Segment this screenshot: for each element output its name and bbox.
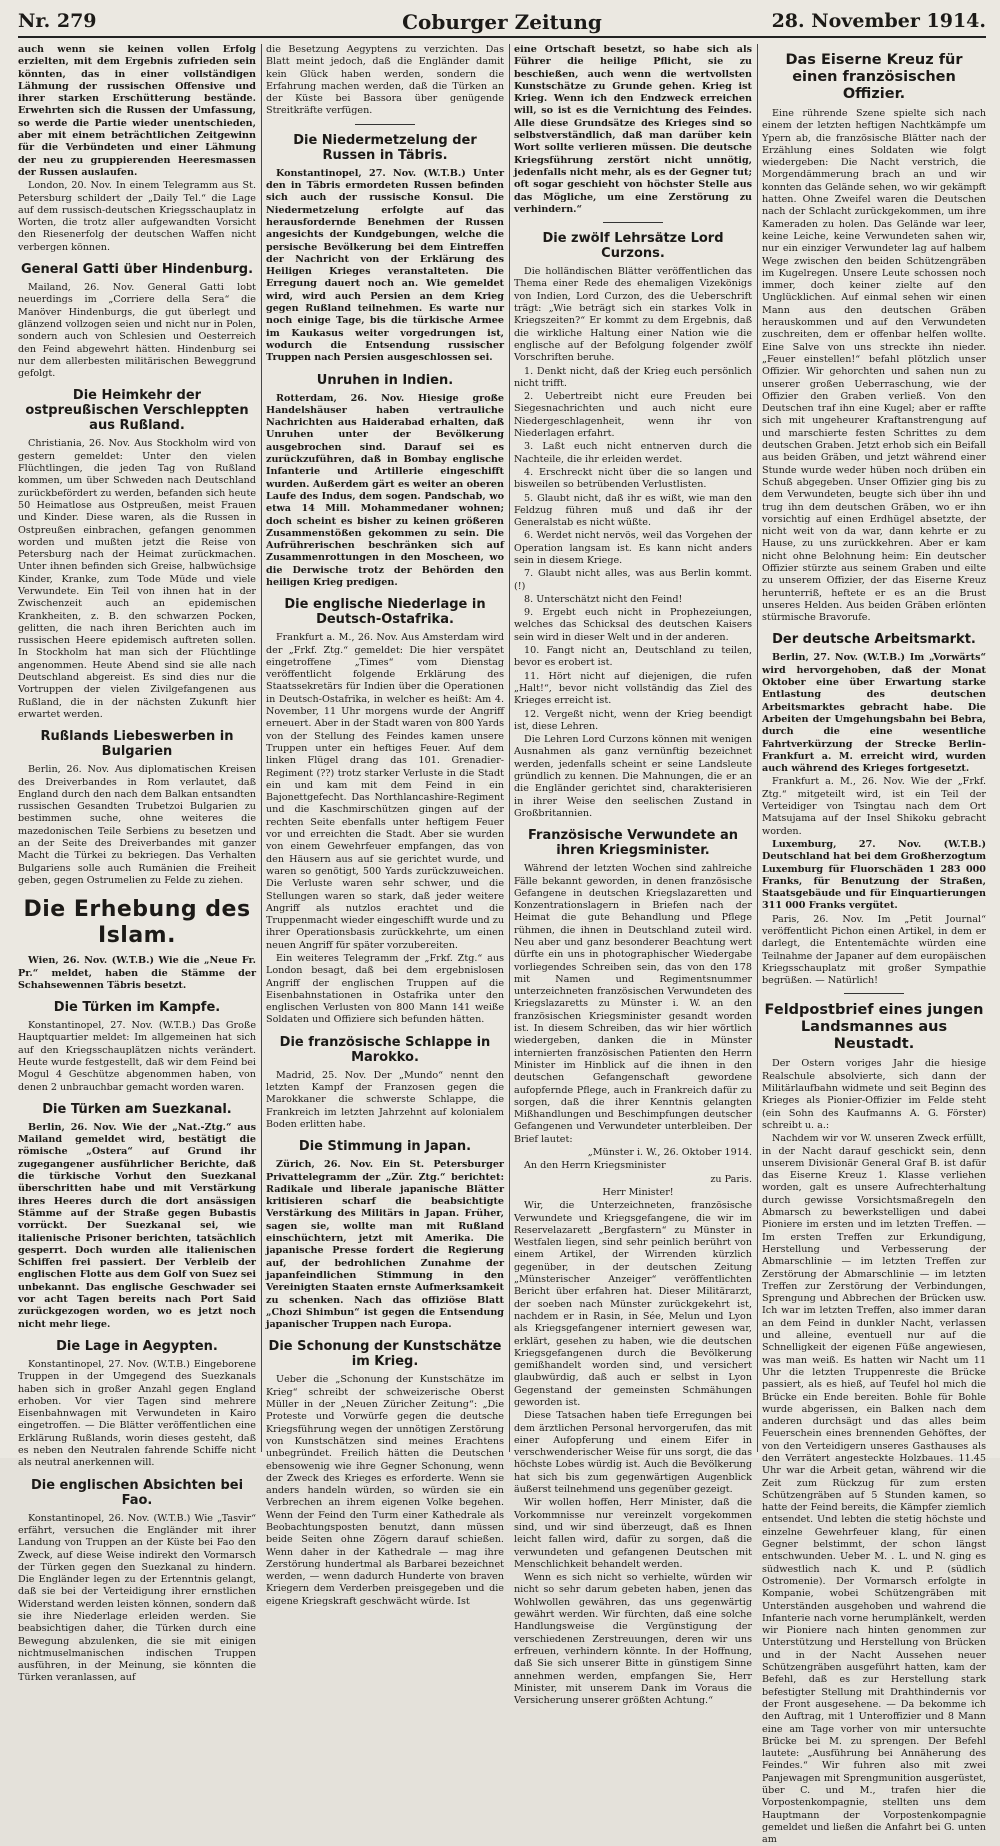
article-paragraph: Berlin, 26. Nov. Wie der „Nat.-Ztg.“ aus Mailand gemeldet wird, bestätigt die römische „Ostera“ auf Grund ihr zugegangener ausführlicher Berichte, daß die türkische Vorhut den Suezkanal überschritten habe und mit Verstärkung ihres Heeres durch die dort ansässigen Stämme auf der Straße gegen Bubastis vorrückt. Der Suezkanal sei, wie italienische Prisoner berichten, tatsächlich gesperrt. Doch wurden alle italienischen Schiffen frei passiert. Der Verbleib der englischen Flotte aus dem Golf von Suez sei unbekannt. Das englische Geschwader sei vor acht Tagen bereits nach Port Said zurückgezogen worden, wo es jetzt noch nicht mehr liege. — [18, 1121, 256, 1330]
list-item: 10. Fangt nicht an, Deutschland zu teilen, bevor es erobert ist. — [514, 645, 752, 669]
article-paragraph: Die holländischen Blätter veröffentlichen das Thema einer Rede des ehemaligen Vizekönigs von Indien, Lord Curzon, des die Ueberschrift trägt: „Wie beträgt sich ein starkes Volk in Kriegszeiten?“ Er kommt zu dem Ergebnis, daß die wirkliche Haltung einer Nation wie die englische auf der Befolgung folgender zwölf Vorschriften beruhe. — [514, 266, 752, 364]
article-paragraph: die Besetzung Aegyptens zu verzichten. Das Blatt meint jedoch, daß die Engländer damit kein Glück haben werden, sondern die Erfahrung machen werden, daß die Türken an der Küste bei Bassora über genügende Streitkräfte verfügen. — [266, 44, 504, 117]
article-paragraph: Ein weiteres Telegramm der „Frkf. Ztg.“ aus London besagt, daß bei dem ergebnislosen Angriff der englischen Truppen auf die Eisenbahnstationen in Ostafrika unter den englischen Verlusten von 800 Mann 141 weiße Soldaten und Offiziere sich befunden hätten. — [266, 953, 504, 1026]
headline: Die Türken am Suezkanal. — [42, 1101, 232, 1117]
article-paragraph: Konstantinopel, 27. Nov. (W.T.B.) Eingeborene Truppen in der Umgegend des Suezkanals haben sich in großer Anzahl gegen England erhoben. Vor vier Tagen sind mehrere Eisenbahnwagen mit Verwundeten in Kairo eingetroffen. — Die Blätter veröffentlichen eine Erklärung Rußlands, worin dieses gesteht, daß es neben den Neutralen fahrende Schiffe nicht als neutral anerkennen will. — [18, 1358, 256, 1469]
article-paragraph: Frankfurt a. M., 26. Nov. Wie der „Frkf. Ztg.“ mitgeteilt wird, ist ein Teil der Verteidiger von Tsingtau nach dem Ort Matsujama auf der Insel Shikoku gebracht worden. — [762, 776, 986, 837]
headline: Feldpostbrief eines jungen Landsmannes aus Neustadt. — [764, 1002, 984, 1053]
article-paragraph: Rotterdam, 26. Nov. Hiesige große Handelshäuser haben vertrauliche Nachrichten aus Haiderabad erhalten, daß Unruhen unter der Bevölkerung ausgebrochen sind. Darauf sei es zurückzuführen, daß in Bombay englische Infanterie und Artillerie eingeschifft wurden. Außerdem gärt es weiter an oberen Laufe des Indus, dem sogen. Pandschab, wo etwa 14 Mill. Mohammedaner wohnen; doch scheint es bisher zu keinen größeren Zusammenstößen gekommen zu sein. Die Aufrührerischen beschränken sich auf Zusammenrottungen in den Moscheen, wo die Derwische trotz der Behörden den heiligen Krieg predigen. — [266, 392, 504, 588]
article-paragraph: Wenn es sich nicht so verhielte, würden wir nicht so sehr darum gebeten haben, jenen das Wohlwollen gewähren, das uns gegenwärtig gewährt werden. Wir fürchten, daß eine solche Handlungsweise die Vergünstigung der verschiedenen Zerstreuungen, deren wir uns erfreuen, verhindern könnte. In der Hoffnung, daß Sie sich unserer Bitte in günstigem Sinne annehmen werden, empfangen Sie, Herr Minister, mit unserem Dank im Voraus die Versicherung unserer größten Achtung.“ — [514, 1572, 752, 1707]
article-paragraph: Wir wollen hoffen, Herr Minister, daß die Vorkommnisse nur vereinzelt vorgekommen sind, und wir sind überzeugt, daß es Ihnen leicht fallen wird, dafür zu sorgen, daß die verwundeten und gefangenen Deutschen mit Menschlichkeit behandelt werden. — [514, 1497, 752, 1570]
article-paragraph: Der Ostern voriges Jahr die hiesige Realschule absolvierte, sich dann der Militärlaufbahn widmete und seit Beginn des Krieges als Pionier-Offizier im Felde steht (ein Sohn des Kaufmanns A. G. Förster) schreibt u. a.: — [762, 1058, 986, 1131]
divider — [355, 124, 415, 125]
list-item: 9. Ergebt euch nicht in Prophezeiungen, welches das Schicksal des deutschen Kaisers sein wird in dieser Welt und in der anderen. — [514, 607, 752, 643]
column-rule — [509, 44, 510, 1452]
headline: Die Stimmung in Japan. — [298, 1139, 472, 1155]
article-paragraph: Christiania, 26. Nov. Aus Stockholm wird von gestern gemeldet: Unter den vielen Flüchtlingen, die jeden Tag von Rußland kommen, um über Schweden nach Deutschland zurückbefördert zu werden, befanden sich heute 50 Heimatlose aus Ostpreußen, meist Frauen und Kinder. Diese waren, als die Russen in Ostpreußen einbrachen, gefangen genommen worden und mußten jetzt die Reise von Petersburg nach der Heimat zurückmachen. Unter ihnen befinden sich Greise, halbwüchsige Kinder, Kranke, zum Tode Müde und viele Verwundete. Ein Teil von ihnen hat in der Zwischenzeit auch an epidemischen Krankheiten, z. B. den schwarzen Pocken, gelitten, die nach ihren Berichten auch im russischen Heere epidemisch auftreten sollen. In Stockholm hat man sich der Flüchtlinge angenommen. Heute Abend sind sie alle nach Deutschland abgereist. Es sind dies nur die Vortruppen der vielen Zivilgefangenen aus Rußland, die in der nächsten Zukunft hier erwartet werden. — [18, 438, 256, 720]
headline: Die Niedermetzelung der Russen in Täbris. — [293, 132, 477, 163]
column-3 — [514, 44, 752, 1707]
article-paragraph: London, 20. Nov. In einem Telegramm aus St. Petersburg schildert der „Daily Tel.“ die Lage auf dem russisch-deutschen Kriegsschauplatz in Worten, die trotz aller aufgewandten Vorsicht den Riesenerfolg der deutschen Waffen nicht verbergen können. — [18, 180, 256, 253]
headline: Die französische Schlappe in Marokko. — [279, 1034, 491, 1065]
headline: Die Lage in Aegypten. — [56, 1338, 218, 1354]
headline: Das Eiserne Kreuz für einen französischen Offizier. — [785, 52, 963, 102]
article-paragraph: Paris, 26. Nov. Im „Petit Journal“ veröffentlicht Pichon einen Artikel, in dem er darlegt, die Ententemächte würden eine Teilnahme der Japaner auf dem europäischen Kriegsschauplatz mit großer Sympathie begrüßen. — Natürlich! — [762, 913, 986, 987]
article-paragraph: Luxemburg, 27. Nov. (W.T.B.) Deutschland hat bei dem Großherzogtum Luxemburg für Fluorschäden 1 283 000 Franks, für Benutzung der Straßen, Staatsgebäude und für Einquartierungen 311 000 Franks vergütet. — [762, 838, 986, 912]
column-2 — [266, 44, 505, 1607]
column-4 — [762, 44, 986, 1846]
list-item: 7. Glaubt nicht alles, was aus Berlin kommt. (!) — [514, 568, 752, 592]
article-paragraph: Eine rührende Szene spielte sich nach einem der letzten heftigen Nachtkämpfe um Ypern ab, die französische Blätter nach der Erzählung eines Soldaten wie folgt wiedergeben: Die Nacht verstrich, die Morgendämmerung brach an und wir konnten das Gelände sehen, wo wir gekämpft hatten. Ohne Zweifel waren die Deutschen nach der Schlacht zurückgekommen, um ihre Kameraden zu holen. Das Gelände war leer, keine Leiche, keine Verwundeten sahen wir, nur ein einziger Verwundeter lag auf halbem Wege zwischen den beiden Schützengräben im Kugelregen. Unsere Leute schossen noch immer, doch keiner zielte auf den Unglücklichen. Auf einmal sehen wir einen Mann aus den deutschen Gräben herauskommen und auf den Verwundeten zuschreiten, dem er offenbar helfen wollte. Eine Salve von uns streckte ihn nieder. „Feuer einstellen!“ befahl plötzlich unser Offizier. Wir gehorchten und sahen nun zu unserer großen Ueberraschung, wie der Offizier den Graben verließ. Von den Deutschen traf ihn eine Kugel; aber er raffte sich mit ungeheurer Kraftanstrengung auf und marschierte festen Schrittes zu dem deutschen Graben. Jetzt erhob sich ein Beifall aus beiden Gräben, und jetzt während einer Stunde wurde weder hüben noch drüben ein Schuß abgegeben. Unser Offizier ging bis zu dem Verwundeten, beugte sich über ihn und trug ihn dem deutschen Gräben, wo er ihn vorsichtig auf einen Erdhügel absetzte, der nicht weit von da war, dann kehrte er zu Hause, zu uns zurückkehren. Aber er kam nicht ohne Belohnung heim: Ein deutscher Offizier stürzte aus seinem Graben und eilte zu unserem Offizier, der das Eiserne Kreuz herunterriß, heftete er es an die Brust unseres Helden. Aus beiden Gräben erlönten stürmische Bravorufe. — [762, 108, 986, 624]
letter-place: zu Paris. — [710, 1173, 752, 1185]
headline: Die Schonung der Kunstschätze im Krieg. — [268, 1339, 502, 1370]
letter-salutation: Herr Minister! — [602, 1186, 674, 1198]
list-item: 2. Uebertreibt nicht eure Freuden bei Siegesnachrichten und auch nicht eure Niedergeschlagenheit, wenn ihr von Niederlagen erfahrt. — [514, 391, 752, 440]
headline: Unruhen in Indien. — [316, 372, 454, 388]
article-paragraph: eine Ortschaft besetzt, so habe sich als Führer die heilige Pflicht, sie zu beschießen, auch wenn die wertvollsten Kunstschätze zu Grunde gehen. Krieg ist Krieg. Wenn ich den Endzweck erreichen will, so ist es die Vernichtung des Feindes. Alle diese Grundsätze des Krieges sind so selbstverständlich, daß man darüber kein Wort sollte verlieren müssen. Die deutsche Kriegsführung zerstört nicht unnötig, jedenfalls nicht mehr, als es der Gegner tut; oft sogar geschieht von höchster Stelle aus das Mögliche, um eine Zerstörung zu verhindern.“ — [514, 44, 752, 215]
list-item: 4. Erschreckt nicht über die so langen und bisweilen so betrübenden Verlustlisten. — [514, 466, 752, 491]
issue-date: 28. November 1914. — [771, 10, 986, 32]
article-paragraph: Wien, 26. Nov. (W.T.B.) Wie die „Neue Fr. Pr.“ meldet, haben die Stämme der Schahsewennen Täbris besetzt. — [18, 955, 256, 991]
list-item: 11. Hört nicht auf diejenigen, die rufen „Halt!“, bevor nicht vollständig das Ziel des Krieges erreicht ist. — [514, 670, 752, 707]
list-item: 8. Unterschätzt nicht den Feind! — [524, 593, 683, 605]
headline: Rußlands Liebeswerben in Bulgarien — [40, 729, 234, 760]
headline: General Gatti über Hindenburg. — [20, 262, 254, 278]
letter-recipient: An den Herrn Kriegsminister — [524, 1160, 666, 1172]
article-paragraph: Konstantinopel, 26. Nov. (W.T.B.) Wie „Tasvir“ erfährt, versuchen die Engländer mit ihrer Landung von Truppen an der Küste bei Fao den Zweck, auf diese Weise indirekt den Vormarsch der Türken gegen den Suezkanal zu hindern. Die Engländer legen zu der Ertenntnis gelangt, daß sie bei der Verteidigung ihrer ernstlichen Widerstand werden leisten können, sondern daß sie ihre Niederlage erleiden werden. Sie beabsichtigen daher, die Türken durch eine Bewegung abzulenken, die sie mit einigen nichtmuselmanischen indischen Truppen ausführen, in der Meinung, sie könnten die Türken veranlassen, auf — [18, 1512, 256, 1684]
article-paragraph: Während der letzten Wochen sind zahlreiche Fälle bekannt geworden, in denen französische Gefangene in deutschen Kriegslazaretten und Konzentrationslagern in Briefen nach der Heimat die gute Behandlung und Pflege rühmen, die ihnen in Deutschland zuteil wird. Neu aber und ganz besonderer Beachtung wert dürfte ein uns in photographischer Wiedergabe vorliegendes Schreiben sein, das von den 178 mit Namen und Regimentsnummer unterzeichneten französischen Verwundeten des Kriegslazaretts zu Münster i. W. an den französischen Kriegsminister gesandt worden ist. In diesem Schreiben, das wir hier wörtlich wiedergeben, danken die in Münster internierten französischen Patienten den Herrn Minister im Hinblick auf die ihnen in den deutschen Gefangenschaft gewordene aufopfernde Pflege, auch in Frankreich dafür zu sorgen, daß die ihrer Kenntnis gelangten Mißhandlungen und Beschimpfungen deutscher Gefangenen und Verwundeter unterbleiben. Der Brief lautet: — [514, 863, 752, 1145]
issue-number: Nr. 279 — [18, 10, 97, 32]
main-headline: Die Erhebung des Islam. — [23, 897, 251, 949]
list-item: 1. Denkt nicht, daß der Krieg euch persönlich nicht trifft. — [514, 365, 752, 389]
divider — [603, 222, 663, 223]
column-1 — [18, 44, 256, 1684]
list-item: 5. Glaubt nicht, daß ihr es wißt, wie man den Feldzug führen muß und daß ihr der Generalstab es nicht wüßte. — [514, 492, 752, 529]
masthead — [18, 6, 986, 38]
newspaper-title: Coburger Zeitung — [402, 10, 602, 34]
article-paragraph: Diese Tatsachen haben tiefe Erregungen bei dem ärztlichen Personal hervorgerufen, das mit einer Aufopferung und einem Eifer in verschwenderischer Weise für uns sorgt, die das höchste Lobes würdig ist. Auch die Bevölkerung hat sich bis zum gegenwärtigen Augenblick äußerst teilnehmend uns gegenüber gezeigt. — [514, 1410, 752, 1496]
headline: Die englischen Absichten bei Fao. — [30, 1477, 244, 1508]
column-rule — [261, 44, 262, 1452]
article-paragraph: Konstantinopel, 27. Nov. (W.T.B.) Das Große Hauptquartier meldet: Im allgemeinen hat sich auf den Kriegsschauplätzen nichts verändert. Heute wurde festgestellt, daß wir dem Feind bei Mogul 4 Geschütze abgenommen haben, von denen 2 unbrauchbar gemacht worden waren. — [18, 1020, 256, 1093]
headline: Die englische Niederlage in Deutsch-Ostafrika. — [284, 597, 486, 628]
headline: Die zwölf Lehrsätze Lord Curzons. — [542, 231, 724, 262]
columns — [18, 44, 986, 1846]
article-paragraph: Frankfurt a. M., 26. Nov. Aus Amsterdam wird der „Frkf. Ztg.“ gemeldet: Die hier verspätet eingetroffene „Times“ vom Dienstag veröffentlicht folgende Erklärung des Staatssekretärs für Indien über die Operationen in Deutsch-Ostafrika, in welcher es heißt: Am 4. November, 11 Uhr morgens wurde der Angriff erneuert. Aber in der Stadt waren von 800 Yards von der Stellung des Feindes kamen unsere Truppen unter ein heftiges Feuer. Auf dem linken Flügel drang das 101. Grenadier-Regiment (??) trotz starker Verluste in die Stadt ein und kam mit dem Feind in ein Bajonettgefecht. Das Northlancashire-Regiment und die Kaschmirschützen gingen auf der rechten Seite ebenfalls unter heftigem Feuer vor und erreichten die Stadt. Aber sie wurden von einem Gewehrfeuer empfangen, das von den Häusern aus auf sie gerichtet wurde, und waren so genötigt, 500 Yards zurückzuweichen. Die Verluste waren sehr schwer, und die Stellungen waren so stark, daß jeder weitere Angriff als nutzlos erachtet und die Truppenmacht wieder eingeschifft wurde und zu ihrer Operationsbasis zurückkehrte, um einen neuen Angriff für später vorzubereiten. — [266, 632, 505, 951]
article-paragraph: Nachdem wir vor W. unseren Zweck erfüllt, in der Nacht darauf geschickt sein, denn unserem Divisionär General Graf B. ist dafür das Eiserne Kreuz 1. Klasse verliehen worden, galt es unsere Aufrechterhaltung durch gewisse Vorsichtsmaßregeln den Abmarsch zu bewerkstelligen und dabei Pioniere im ersten und im letzten Treffen. — Im ersten Treffen zur Erkundigung, Herstellung und Verbesserung der Abmarschlinie — im letzten Treffen zur Zerstörung der Abmarschlinie — im letzten Treffen zur Zerstörung der Verbindungen, Sprengung und Abbrechen der Brücken usw. Ich war im letzten Treffen, also immer daran an dem Feind in dunkler Nacht, verlassen und alleine, eventuell nur auf die Schnelligkeit der eigenen Füße angewiesen, was man weiß. Es hatten wir Nacht um 11 Uhr die letzten Truppenreste die Brücke passiert, als es hieß, auf Teufel hol mich die Brücke ein Ende bereiten. Bohle für Bohle wurde abgerissen, ein Balken nach dem anderen durchsägt und das alles beim Feuerschein eines brennenden Gehöftes, der von den Verteidigern unseres Gasthauses als den Verrätert angesteckte Holzbaues. 11.45 Uhr war die Arbeit getan, während wir die Zeit zum Rückzug für zum ersten Schützengräben auf 5 Stunden kamen, so hatte der Feind bereits, die Kämpfer ziemlich entsendet. Und lebten die stetig höchste und einzelne Gewehrfeuer klang, für einen Gegner belstimmt, der schon längst entschwunden. Ueber M. . L. und N. ging es südwestlich nach K. und P. (südlich Ostromenie). Der Vormarsch erfolgte in Kompanie, wobei Schützengräben mit Unterständen ausgehoben und wahrend die Infanterie nach vorne herumplänkelt, werden wir Pioniere nach hinten genommen zur Unterstützung und Herstellung von Brücken und in der Nacht Aussehen neuer Schützengräben ausgeführt hatten, kam der Befehl, daß es zur Herstellung stark befestigter Stellung mit Drahthindernis vor der Front ausgesehene. — Da bekomme ich den Auftrag, mit 1 Unteroffizier und 8 Mann eine am Tage vorher von mir untersuchte Brücke bei M. zu sprengen. Der Befehl lautete: „Ausführung bei Annäherung des Feindes.“ Wir fuhren also mit zwei Panjewagen mit Sprengmunition ausgerüstet, über C. und M., trafen hier die Vorpostenkompagnie, stellten uns dem Hauptmann der Vorpostenkompagnie gemeldet und ließen die Anfahrt bei G. unten am — [762, 1133, 986, 1846]
article-paragraph: Ueber die „Schonung der Kunstschätze im Krieg“ schreibt der schweizerische Oberst Müller in der „Neuen Züricher Zeitung“: „Die Proteste und Vorwürfe gegen die deutsche Kriegsführung wegen der unnötigen Zerstörung von Kunstschätzen sind meines Erachtens unbegründet. Freilich hätten die Deutschen ebensowenig wie ihre Gegner Schonung, wenn der Zweck des Krieges es erforderte. Wenn sie anders handeln würden, so würden sie ein Verbrechen an ihrem eigenen Volke begehen. Wenn der Feind den Turm einer Kathedrale als Beobachtungsposten benutzt, dann müssen beide Seiten ohne Zögern darauf schießen. Wenn daher in der Kathedrale — mag ihre Zerstörung hundertmal als Barbarei bezeichnet werden, — wenn dadurch Hunderte von braven Kriegern dem Verderben preisgegeben und die eigene Kriegskraft geschwächt würde. Ist — [266, 1374, 504, 1607]
list-item: 6. Werdet nicht nervös, weil das Vorgehen der Operation langsam ist. Es kann nicht anders sein in diesem Kriege. — [514, 530, 752, 566]
article-paragraph: Die Lehren Lord Curzons können mit wenigen Ausnahmen als ganz vernünftig bezeichnet werden, jedenfalls scheint er seine Landsleute gründlich zu kennen. Die Mahnungen, die er an die Engländer gerichtet sind, charakterisieren in ihrer Weise den seelischen Zustand in Großbritannien. — [514, 734, 752, 819]
article-paragraph: Mailand, 26. Nov. General Gatti lobt neuerdings im „Corriere della Sera“ die Manöver Hindenburgs, die gut überlegt und glänzend vollzogen seien und nicht nur in Polen, sondern auch von Schlesien und Oesterreich den Feind abgewehrt hätten. Hindenburg sei nur dem allerbesten militärischen Beweggrund gefolgt. — [18, 282, 256, 380]
headline: Die Türken im Kampfe. — [53, 1000, 221, 1016]
article-paragraph: Madrid, 25. Nov. Der „Mundo“ nennt den letzten Kampf der Franzosen gegen die Marokkaner die schwerste Schlappe, die Frankreich im letzten Jahrzehnt auf kolonialem Boden erlitten habe. — [266, 1069, 504, 1130]
article-paragraph: Konstantinopel, 27. Nov. (W.T.B.) Unter den in Täbris ermordeten Russen befinden sich auch der russische Konsul. Die Niedermetzelung erfolgte auf das herausfordernde Benehmen der Russen angesichts der Kundgebungen, welche die persische Bevölkerung bei dem Eintreffen der Nachricht von der Erklärung des Heiligen Krieges veranstalteten. Die Erregung dauert noch an. Wie gemeldet wird, wird auch Persien an dem Krieg gegen Rußland teilnehmen. Es warte nur noch einige Tage, bis die türkische Armee im Kaukasus weiter vorgedrungen ist, wodurch die Entsendung russischer Truppen nach Persien ausgeschlossen sei. — [266, 167, 504, 364]
list-item: 3. Laßt euch nicht entnerven durch die Nachteile, die ihr erleiden werdet. — [514, 441, 752, 465]
headline: Französische Verwundete an ihren Kriegsminister. — [527, 828, 739, 859]
article-paragraph: Berlin, 26. Nov. Aus diplomatischen Kreisen des Dreiverbandes in Rom verlautet, daß England durch den nach dem Balkan entsandten russischen Gesandten Trubetzoi Bulgarien zu bestimmen suche, ohne weiteres die mazedonischen Teile Serbiens zu besetzen und an der Seite des Dreiverbandes mit ganzer Macht die Türkei zu bekriegen. Das Verhalten Bulgariens solle auch Rumänien die Freiheit geben, gegen Ostrumelien zu Felde zu ziehen. — [18, 764, 256, 886]
headline: Der deutsche Arbeitsmarkt. — [772, 632, 976, 648]
column-rule — [757, 44, 758, 1452]
headline: Die Heimkehr der ostpreußischen Verschleppten aus Rußland. — [25, 388, 249, 434]
article-paragraph: Wir, die Unterzeichneten, französische Verwundete und Kriegsgefangene, die wir im Reservelazarett „Bergfastern“ zu Münster in Westfalen liegen, sind sehr peinlich berührt von einem Artikel, der Wirrenden kürzlich gegenüber, in der deutschen Zeitung „Münsterischer Anzeiger“ veröffentlichten Bericht über erfahren hat. Dieser Militärarzt, der soeben nach Münster zurückgekehrt ist, nachdem er in Rasin, in Sée, Melun und Lyon als Kriegsgefangener interniert gewesen war, erklärt, gesehen zu haben, wie die deutschen Kriegsgefangenen durch die Bevölkerung gemißhandelt worden sind, und versichert glaubwürdig, daß auch er selbst in Lyon Gegenstand der gemeinsten Schmähungen geworden ist. — [514, 1200, 752, 1408]
divider — [844, 993, 904, 994]
article-paragraph: auch wenn sie keinen vollen Erfolg erzielten, mit dem Ergebnis zufrieden sein könnten, das in einer vollständigen Lähmung der russischen Offensive und ihrer starken Erschütterung bestände. Erwehrten sich die Russen der Umfassung, so werde die Partie wieder unentschieden, aber mit einem beträchtlichen Zeitgewinn für die Verbündeten und einer Lähmung der neu zu gruppierenden Heeresmassen der Russen auslaufen. — [18, 44, 256, 178]
article-paragraph: Zürich, 26. Nov. Ein St. Petersburger Privattelegramm der „Zür. Ztg.“ berichtet: Radikale und liberale japanische Blätter kritisieren scharf die beabsichtigte Verstärkung des Militärs in Japan. Früher, sagen sie, wollte man mit Rußland einschüchtern, jetzt mit Amerika. Die japanische Presse fordert die Regierung auf, der bedrohlichen Zunahme der japanfeindlichen Stimmung in den Vereinigten Staaten ernste Aufmerksamkeit zu schenken. Nach das offiziöse Blatt „Chozi Shimbun“ ist gegen die Entsendung japanischer Truppen nach Europa. — [266, 1159, 504, 1331]
list-item: 12. Vergeßt nicht, wenn der Krieg beendigt ist, diese Lehren. — [514, 708, 752, 732]
article-paragraph: Berlin, 27. Nov. (W.T.B.) Im „Vorwärts“ wird hervorgehoben, daß der Monat Oktober eine über Erwartung starke Entlastung des deutschen Arbeitsmarktes gebracht habe. Die Arbeiten der Umgehungsbahn bei Bebra, durch die eine wesentliche Fahrtverkürzung der Strecke Berlin-Frankfurt a. M. erreicht wird, wurden auch während des Krieges fortgesetzt. — [762, 652, 986, 775]
letter-date: „Münster i. W., 26. Oktober 1914. — [587, 1147, 752, 1159]
